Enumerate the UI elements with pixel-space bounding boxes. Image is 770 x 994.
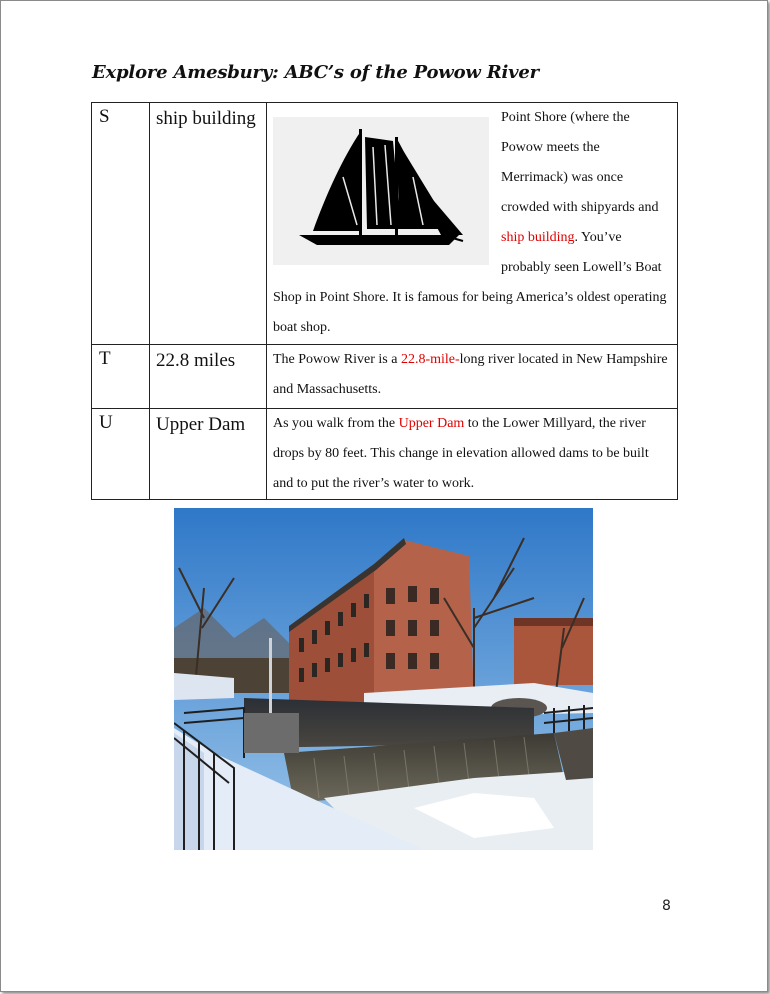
letter-cell: S (92, 103, 150, 345)
term-cell: 22.8 miles (150, 345, 267, 409)
highlighted-term: Upper Dam (398, 416, 465, 431)
page-number: 8 (662, 898, 671, 914)
table-row (92, 345, 678, 409)
letter-cell: U (92, 409, 150, 500)
description-text: to the Lower Millyard, the river drops by 80 feet. This change in elevation allowed dams to be built and to put the river’s water to work. (273, 416, 649, 491)
description-text: long river located in New Hampshire and Massachusetts. (273, 352, 668, 397)
mill-dam-photo (174, 508, 593, 850)
term-cell: ship building (150, 103, 267, 345)
term-cell: Upper Dam (150, 409, 267, 500)
description-text: As you walk from the (273, 416, 399, 431)
description-cell (267, 103, 678, 345)
description-text: . You’ve probably seen Lowell’s Boat Shop in Point Shore. It is famous for being America’s oldest operating boat shop. (273, 230, 667, 335)
description-text: Point Shore (where the Powow meets the Merrimack) was once crowded with shipyards and (501, 110, 659, 215)
abc-table (91, 102, 678, 500)
highlighted-term: ship building (501, 230, 575, 245)
table-row (92, 103, 678, 345)
letter-cell: T (92, 345, 150, 409)
description-cell (267, 409, 678, 500)
description-text: The Powow River is a (273, 352, 401, 367)
schooner-silhouette-icon (273, 117, 489, 265)
highlighted-term: 22.8-mile- (400, 352, 460, 367)
description-cell (267, 345, 678, 409)
table-row (92, 409, 678, 500)
page-title: Explore Amesbury: ABC’s of the Powow River (92, 62, 539, 83)
